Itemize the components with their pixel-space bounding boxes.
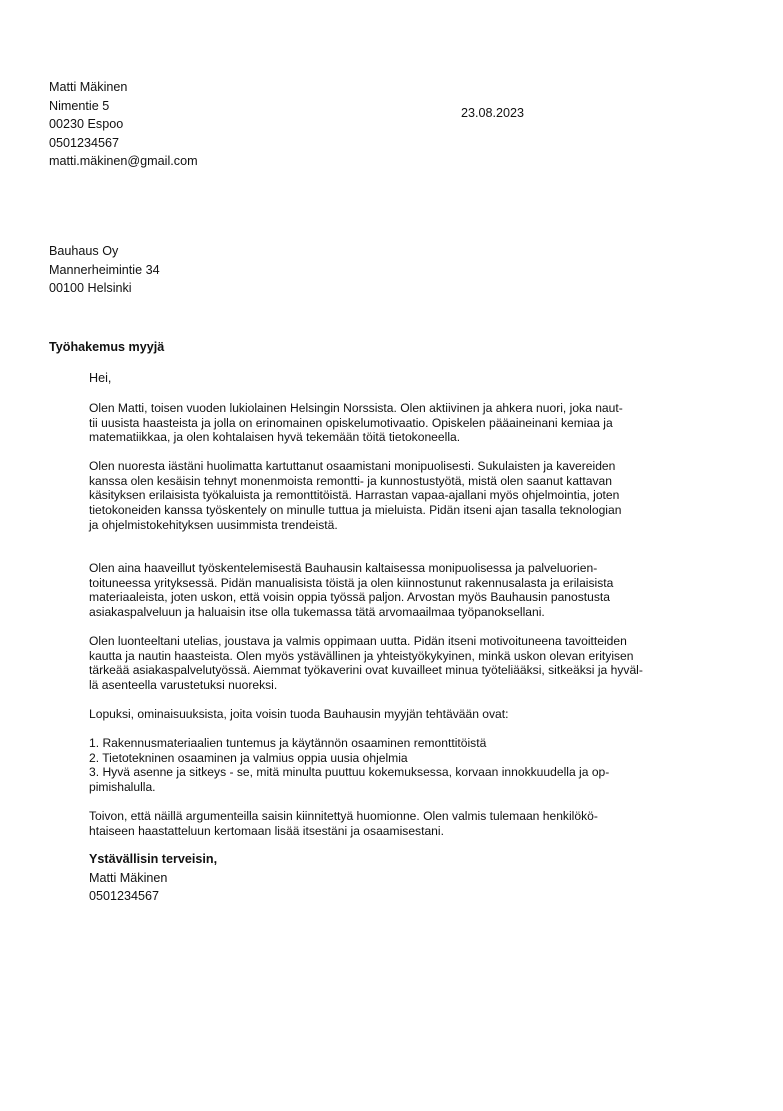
paragraph-line: tietokoneiden kanssa työskentely on minulle tuttua ja mieluista. Pidän itseni ajan tasalla teknologian [89, 503, 622, 518]
recipient-street: Mannerheimintie 34 [49, 262, 160, 277]
letter-subject: Työhakemus myyjä [49, 340, 165, 354]
paragraph-line: Olen luonteeltani utelias, joustava ja valmis oppimaan uutta. Pidän itseni motivoituneena tavoitteiden [89, 634, 627, 649]
list-item: 3. Hyvä asenne ja sitkeys - se, mitä minulta puuttuu kokemuksessa, korvaan innokkuudella ja op- [89, 765, 610, 780]
paragraph-line: Lopuksi, ominaisuuksista, joita voisin tuoda Bauhausin myyjän tehtävään ovat: [89, 707, 509, 721]
paragraph-line: Olen nuoresta iästäni huolimatta kartuttanut osaamistani monipuolisesti. Sukulaisten ja kavereiden [89, 459, 616, 474]
list-item: 1. Rakennusmateriaalien tuntemus ja käytännön osaaminen remonttitöistä [89, 736, 487, 751]
signature-phone: 0501234567 [89, 889, 160, 904]
paragraph-line: asiakaspalveluun ja haluaisin itse olla tukemassa tätä arvomaailmaa työpanoksellani. [89, 605, 545, 620]
paragraph-line: toituneessa yrityksessä. Pidän manualisista töistä ja olen kiinnostunut rakennusalasta ja erilaisista [89, 575, 614, 590]
sender-phone: 0501234567 [49, 135, 120, 150]
signature-block [89, 850, 709, 906]
signature-name: Matti Mäkinen [89, 870, 168, 885]
recipient-address-block [49, 242, 160, 298]
sender-address-block [49, 78, 198, 171]
paragraph-summary-intro [89, 707, 709, 722]
list-item: 2. Tietotekninen osaaminen ja valmius oppia uusia ohjelmia [89, 750, 408, 765]
recipient-postal-city: 00100 Helsinki [49, 281, 132, 296]
sender-name: Matti Mäkinen [49, 80, 128, 94]
paragraph-line: tii uusista haasteista ja jolla on erinomainen opiskelumotivaatio. Opiskelen pääaineinani kemiaa ja [89, 415, 613, 430]
greeting: Hei, [89, 371, 112, 385]
sender-email: matti.mäkinen@gmail.com [49, 154, 198, 169]
qualifications-list [89, 736, 709, 794]
closing-salutation: Ystävällisin terveisin, [89, 852, 218, 867]
paragraph-closing [89, 809, 709, 838]
list-item: pimishalulla. [89, 779, 156, 794]
paragraph-line: ja ohjelmistokehityksen uusimmista trendeistä. [89, 517, 338, 532]
paragraph-line: tärkeää asiakaspalvelutyössä. Aiemmat työkaverini ovat kuvailleet minua työteliääksi, sitkeäksi ja hyväl- [89, 663, 643, 678]
paragraph-line: Toivon, että näillä argumenteilla saisin kiinnitettyä huomionne. Olen valmis tulemaan henkilökö- [89, 808, 598, 823]
paragraph-experience [89, 459, 709, 532]
letter-body [89, 370, 709, 906]
paragraph-line: matematiikkaa, ja olen kohtalaisen hyvä tekemään töitä tietokoneella. [89, 430, 461, 445]
paragraph-line: käsityksen erilaisista työkaluista ja remonttitöistä. Harrastan vapaa-ajallani myös ohjelmointia, joten [89, 488, 620, 503]
paragraph-motivation [89, 561, 709, 619]
paragraph-line: kanssa olen kesäisin tehnyt monenmoista remontti- ja kunnostustyötä, mistä olen saanut kattavan [89, 473, 613, 488]
paragraph-line: lä asenteella varustetuksi nuoreksi. [89, 677, 278, 692]
recipient-company: Bauhaus Oy [49, 244, 119, 258]
paragraph-line: materiaaleista, joten uskon, että voisin oppia työssä paljon. Arvostan myös Bauhausin panostusta [89, 590, 611, 605]
paragraph-line: Olen aina haaveillut työskentelemisestä Bauhausin kaltaisessa monipuolisessa ja palveluorien- [89, 561, 598, 576]
letter-date: 23.08.2023 [461, 106, 525, 120]
paragraph-line: Olen Matti, toisen vuoden lukiolainen Helsingin Norssista. Olen aktiivinen ja ahkera nuori, joka naut- [89, 401, 623, 415]
sender-street: Nimentie 5 [49, 98, 110, 113]
paragraph-line: kautta ja nautin haasteista. Olen myös ystävällinen ja yhteistyökykyinen, minkä uskon olevan erityisen [89, 648, 634, 663]
sender-postal-city: 00230 Espoo [49, 117, 124, 132]
paragraph-intro [89, 401, 709, 445]
paragraph-line: htaiseen haastatteluun kertomaan lisää itsestäni ja osaamisestani. [89, 823, 444, 838]
paragraph-personality [89, 634, 709, 692]
